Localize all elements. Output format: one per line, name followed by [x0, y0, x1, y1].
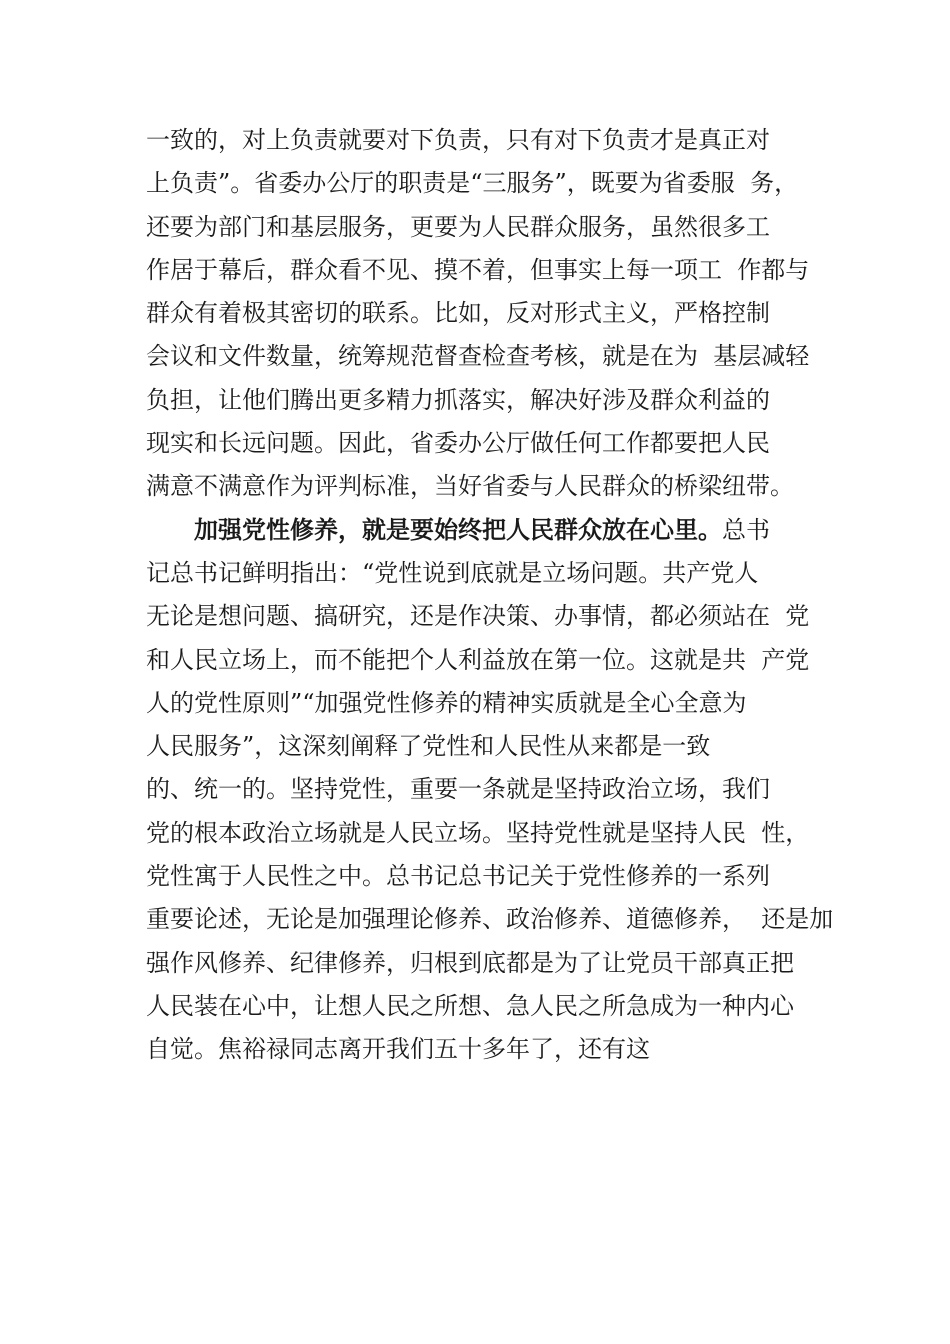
text-line: 满意不满意作为评判标准，当好省委与人民群众的桥梁纽带。 — [146, 472, 794, 501]
text-line: 记总书记鲜明指出：“党性说到底就是立场问题。共产党人 — [146, 558, 759, 587]
text-line: 人民装在心中，让想人民之所想、急人民之所急成为一种内心 — [146, 991, 794, 1020]
text-run: 总书 — [722, 515, 770, 544]
text-line: 党的根本政治立场就是人民立场。坚持党性就是坚持人民 性， — [146, 818, 810, 847]
text-line: 党性寓于人民性之中。总书记总书记关于党性修养的一系列 — [146, 862, 770, 891]
text-line: 无论是想问题、搞研究，还是作决策、办事情，都必须站在 党 — [146, 602, 810, 631]
text-line: 重要论述，无论是加强理论修养、政治修养、道德修养， 还是加 — [146, 905, 834, 934]
text-line: 会议和文件数量，统筹规范督查检查考核，就是在为 基层减轻 — [146, 342, 810, 371]
text-line: 的、统一的。坚持党性，重要一条就是坚持政治立场，我们 — [146, 775, 770, 804]
bold-heading-sentence: 加强党性修养，就是要始终把人民群众放在心里。 — [146, 515, 722, 544]
text-line: 自觉。焦裕禄同志离开我们五十多年了，还有这 — [146, 1035, 650, 1064]
text-line: 群众有着极其密切的联系。比如，反对形式主义，严格控制 — [146, 299, 770, 328]
text-line: 作居于幕后，群众看不见、摸不着，但事实上每一项工 作都与 — [146, 255, 810, 284]
text-line: 一致的，对上负责就要对下负责，只有对下负责才是真正对 — [146, 126, 770, 154]
paragraph-lead-line — [146, 509, 846, 552]
body-text — [146, 119, 846, 1072]
text-line: 强作风修养、纪律修养，归根到底都是为了让党员干部真正把 — [146, 948, 794, 977]
text-line: 上负责”。省委办公厅的职责是“三服务”，既要为省委服 务， — [146, 169, 799, 198]
text-line: 和人民立场上，而不能把个人利益放在第一位。这就是共 产党 — [146, 645, 810, 674]
text-line: 负担，让他们腾出更多精力抓落实，解决好涉及群众利益的 — [146, 385, 770, 414]
text-line: 人的党性原则”“加强党性修养的精神实质就是全心全意为 — [146, 688, 747, 717]
text-line: 还要为部门和基层服务，更要为人民群众服务，虽然很多工 — [146, 212, 770, 241]
text-line: 人民服务”，这深刻阐释了党性和人民性从来都是一致 — [146, 732, 711, 761]
text-line: 现实和长远问题。因此，省委办公厅做任何工作都要把人民 — [146, 429, 770, 458]
